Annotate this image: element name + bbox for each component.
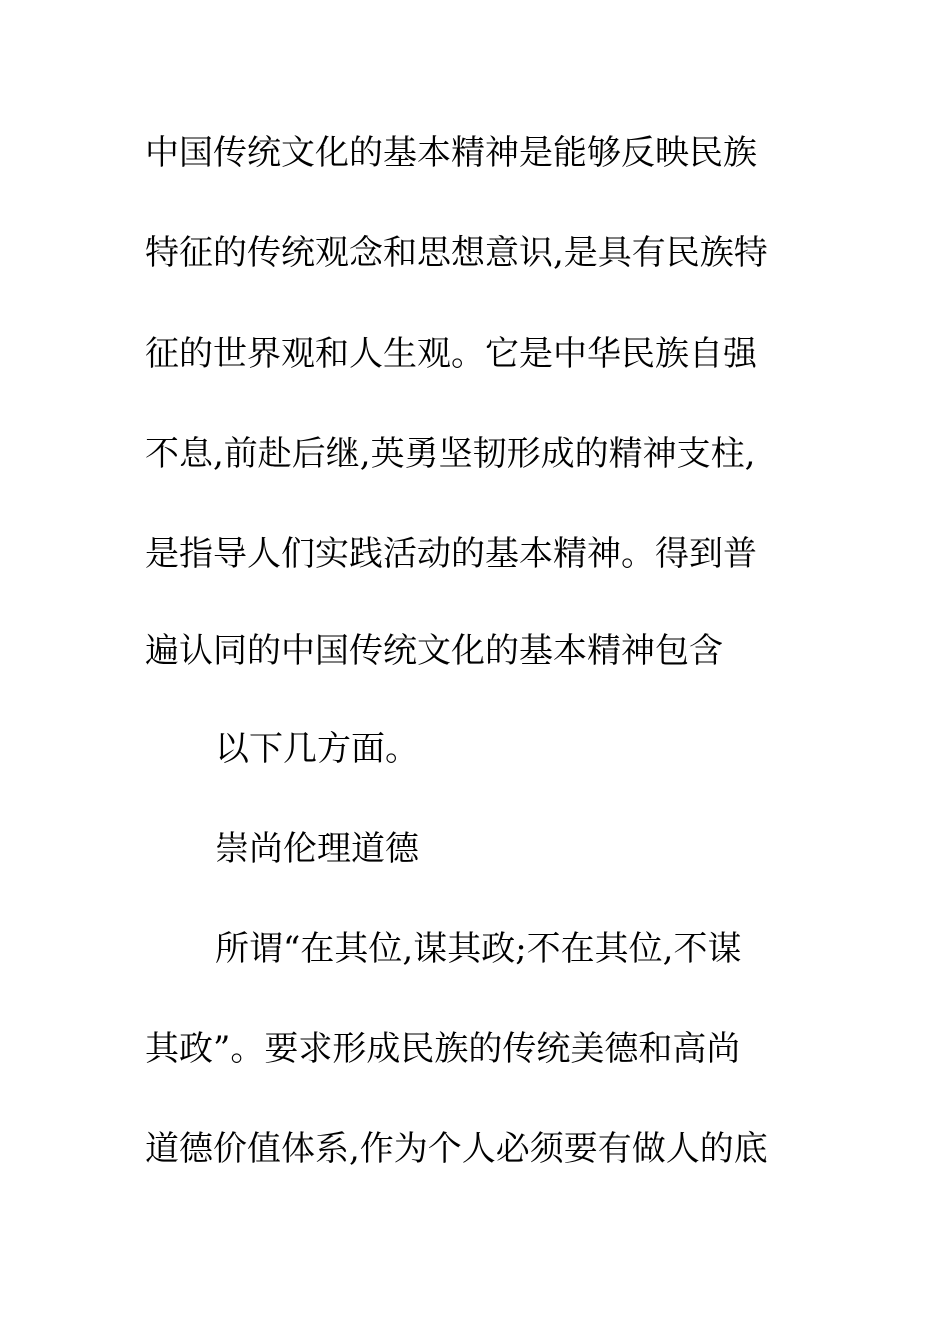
paragraph-line: 道德价值体系,作为个人必须要有做人的底: [145, 1129, 768, 1169]
paragraph-line-indented: 以下几方面。: [215, 729, 419, 769]
paragraph-line: 不息,前赴后继,英勇坚韧形成的精神支柱,: [145, 434, 756, 474]
paragraph-line: 是指导人们实践活动的基本精神。得到普: [145, 534, 757, 574]
paragraph-line: 中国传统文化的基本精神是能够反映民族: [145, 133, 757, 173]
paragraph-line: 征的世界观和人生观。它是中华民族自强: [145, 334, 757, 374]
paragraph-line-indented: 所谓“在其位,谋其政;不在其位,不谋: [215, 929, 742, 969]
paragraph-line: 其政”。要求形成民族的传统美德和高尚: [145, 1029, 741, 1069]
paragraph-line: 遍认同的中国传统文化的基本精神包含: [145, 631, 723, 671]
section-heading: 崇尚伦理道德: [215, 829, 419, 869]
paragraph-line: 特征的传统观念和思想意识,是具有民族特: [145, 233, 768, 273]
